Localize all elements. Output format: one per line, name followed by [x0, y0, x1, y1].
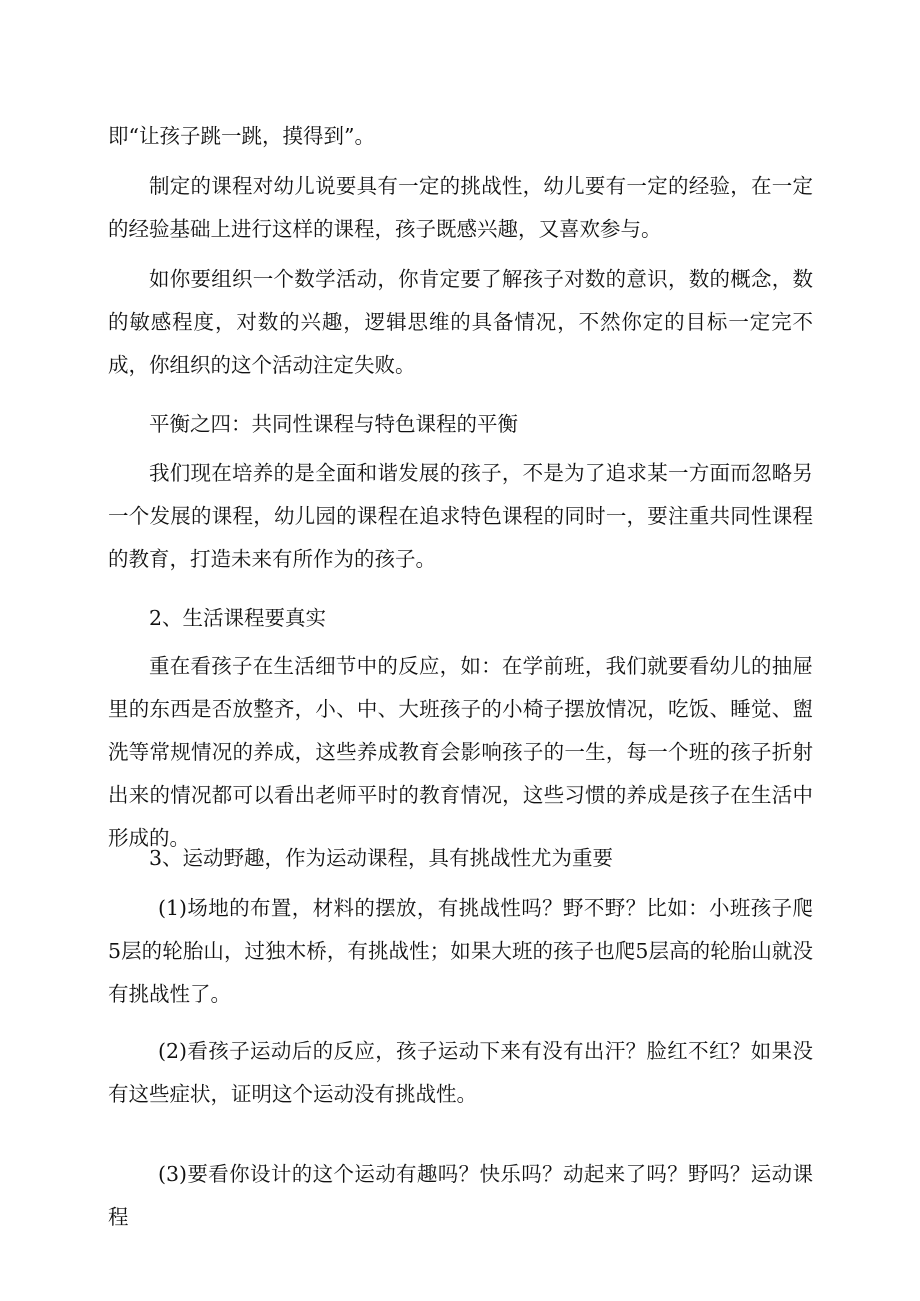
paragraph-5: 我们现在培养的是全面和谐发展的孩子，不是为了追求某一方面而忽略另一个发展的课程，幼儿园的课程在追求特色课程的同时一，要注重共同性课程的教育，打造未来有所作为的孩子。 [108, 461, 813, 571]
subheading-life-course: 2、生活课程要真实 [149, 606, 327, 630]
list-item-3: (3)要看你设计的这个运动有趣吗？快乐吗？动起来了吗？野吗？运动课程 [108, 1162, 813, 1229]
section-heading-balance-4: 平衡之四：共同性课程与特色课程的平衡 [149, 412, 518, 436]
paragraph-7: 重在看孩子在生活细节中的反应，如：在学前班，我们就要看幼儿的抽屉里的东西是否放整齐，小、中、大班孩子的小椅子摆放情况，吃饭、睡觉、盥洗等常规情况的养成，这些养成教育会影响孩子的一生，每一个班的孩子折射出来的情况都可以看出老师平时的教育情况，这些习惯的养成是孩子在生活中形成的。 [108, 654, 813, 850]
paragraph-3: 如你要组织一个数学活动，你肯定要了解孩子对数的意识，数的概念，数的敏感程度，对数的兴趣，逻辑思维的具备情况，不然你定的目标一定完不成，你组织的这个活动注定失败。 [108, 267, 813, 377]
list-item-2: (2)看孩子运动后的反应，孩子运动下来有没有出汗？脸红不红？如果没有这些症状，证明这个运动没有挑战性。 [108, 1039, 813, 1106]
paragraph-1: 即“让孩子跳一跳，摸得到”。 [108, 124, 375, 148]
list-item-1: (1)场地的布置，材料的摆放，有挑战性吗？野不野？比如：小班孩子爬5层的轮胎山，过独木桥，有挑战性；如果大班的孩子也爬5层高的轮胎山就没有挑战性了。 [108, 896, 813, 1006]
paragraph-2: 制定的课程对幼儿说要具有一定的挑战性，幼儿要有一定的经验，在一定的经验基础上进行这样的课程，孩子既感兴趣，又喜欢参与。 [108, 174, 813, 241]
subheading-sports-course: 3、运动野趣，作为运动课程，具有挑战性尤为重要 [149, 846, 614, 870]
